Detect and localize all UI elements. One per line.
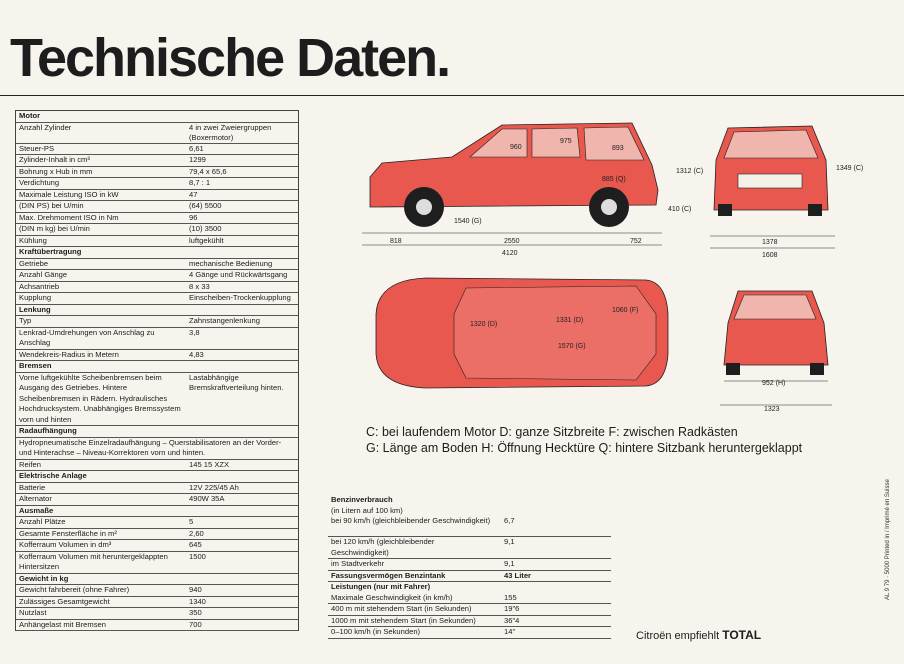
spec-row <box>328 616 611 628</box>
spec-label: 400 m mit stehendem Start (in Sekunden) <box>331 604 472 613</box>
dim-top3: 1060 (F) <box>612 307 639 314</box>
spec-value: 9,1 <box>504 559 515 568</box>
spec-label: Maximale Leistung ISO in kW <box>19 189 119 199</box>
spec-value: (64) 5500 <box>189 201 222 210</box>
spec-value: 36"4 <box>504 615 520 625</box>
spec-value: 96 <box>189 212 198 222</box>
spec-row <box>16 620 298 632</box>
spec-label: Hydropneumatische Einzelradaufhängung – Querstabilisatoren an der Vorder- und Hinterachse – Niveau-Korrektoren vorn und hinten. <box>19 437 282 457</box>
spec-label: Fassungsvermögen Benzintank <box>331 570 446 580</box>
dim-side-g: 1540 (G) <box>454 218 482 225</box>
spec-value: Einscheiben-Trockenkupplung <box>189 293 291 302</box>
spec-value: 1500 <box>189 551 206 561</box>
spec-value: 12V 225/45 Ah <box>189 482 239 492</box>
dim-s4: 885 (Q) <box>602 176 626 183</box>
spec-label: Ausmaße <box>19 505 54 515</box>
spec-label: Lenkrad-Umdrehungen von Anschlag zu Anschlag <box>19 327 155 347</box>
spec-label: Typ <box>19 316 32 325</box>
spec-value: 645 <box>189 540 202 549</box>
spec-label: Verdichtung <box>19 178 60 187</box>
dim-side-front: 818 <box>390 238 402 245</box>
spec-label: (in Litern auf 100 km) <box>331 505 403 515</box>
spec-value: 940 <box>189 585 202 594</box>
spec-value: 5 <box>189 517 194 526</box>
spec-label: 0–100 km/h (in Sekunden) <box>331 627 421 636</box>
spec-label: Wendekreis-Radius in Metern <box>19 349 119 359</box>
spec-row <box>16 438 298 460</box>
spec-row <box>16 373 298 427</box>
legend-line-1: C: bei laufendem Motor D: ganze Sitzbreite F: zwischen Radkästen <box>366 425 738 439</box>
section-heading <box>16 426 298 438</box>
spec-label: Kofferraum Volumen mit heruntergeklappten Hintersitzen <box>19 551 168 571</box>
car-rear-view <box>720 285 840 415</box>
recommendation-text: Citroën empfiehlt <box>636 630 720 642</box>
spec-row <box>16 178 298 190</box>
section-heading <box>16 247 298 259</box>
spec-label: 1000 m mit stehendem Start (in Sekunden) <box>331 615 476 625</box>
brand-total: TOTAL <box>722 628 762 642</box>
spec-label: Anzahl Gänge <box>19 270 68 279</box>
spec-label: Gewicht fahrbereit (ohne Fahrer) <box>19 585 130 594</box>
spec-row <box>16 190 298 202</box>
spec-label: Gesamte Fensterfläche in m² <box>19 528 117 538</box>
section-heading <box>16 305 298 317</box>
spec-row <box>328 627 611 639</box>
dim-s2: 975 <box>560 138 572 145</box>
print-code: AL 9 79 · 5000 Printed in / Imprimé en Suisse <box>885 479 891 600</box>
car-top-view <box>366 274 676 394</box>
spec-value: 6,7 <box>504 516 515 525</box>
spec-value: 1340 <box>189 596 206 606</box>
spec-row <box>16 201 298 213</box>
spec-row <box>16 144 298 156</box>
spec-label: Batterie <box>19 482 46 492</box>
spec-label: Lenkung <box>19 304 51 314</box>
spec-value: 4 Gänge und Rückwärtsgang <box>189 270 288 279</box>
dim-side-overall: 4120 <box>502 250 518 257</box>
spec-value: 4 in zwei Zweiergruppen (Boxermotor) <box>189 122 272 142</box>
page-title: Technische Daten. <box>10 28 450 88</box>
spec-label: (DIN PS) bei U/min <box>19 201 84 210</box>
spec-value: 3,8 <box>189 327 200 337</box>
spec-row <box>16 224 298 236</box>
dim-front-width: 1608 <box>762 252 778 259</box>
dim-top2: 1331 (D) <box>556 317 584 324</box>
spec-label: Kühlung <box>19 235 47 245</box>
spec-row <box>16 259 298 271</box>
spec-row <box>16 597 298 609</box>
spec-value: 145 15 XZX <box>189 459 230 469</box>
spec-value: 490W 35A <box>189 494 225 503</box>
spec-label: Zylinder-Inhalt in cm³ <box>19 155 90 164</box>
dim-s3: 893 <box>612 145 624 152</box>
spec-row <box>16 350 298 362</box>
spec-label: Vorne luftgekühlte Scheibenbremsen beim Ausgang des Getriebes. Hintere Scheibenbremsen in Rädern. Hydraulisches Hochdrucksystem. Unabhängiges Bremssystem vorn und hinten <box>19 372 181 424</box>
spec-value: 350 <box>189 608 202 617</box>
spec-row <box>328 559 611 571</box>
oil-recommendation <box>636 628 761 642</box>
spec-value: 155 <box>504 592 517 602</box>
spec-label: Motor <box>19 111 41 120</box>
section-heading <box>328 571 611 583</box>
spec-value: 79,4 x 65,6 <box>189 166 227 176</box>
spec-label: Alternator <box>19 494 52 503</box>
title-rule <box>0 95 904 96</box>
spec-row <box>16 236 298 248</box>
spec-row <box>16 483 298 495</box>
dim-front-track: 1378 <box>762 239 778 246</box>
spec-row <box>328 604 611 616</box>
spec-value: 14" <box>504 627 516 636</box>
spec-value: 6,61 <box>189 143 204 153</box>
dim-side-wheelbase: 2550 <box>504 238 520 245</box>
spec-value: Zahnstangenlenkung <box>189 316 260 325</box>
spec-value: 9,1 <box>504 537 515 546</box>
section-heading <box>328 495 611 506</box>
spec-label: Anhängelast mit Bremsen <box>19 619 106 629</box>
spec-label: Max. Drehmoment ISO in Nm <box>19 212 119 222</box>
car-side-view <box>362 115 704 265</box>
spec-row <box>16 494 298 506</box>
spec-label: Kofferraum Volumen in dm³ <box>19 540 112 549</box>
spec-value: (10) 3500 <box>189 224 222 233</box>
spec-label: Achsantrieb <box>19 281 60 291</box>
spec-value: 700 <box>189 619 202 629</box>
spec-label: Bremsen <box>19 361 52 370</box>
spec-row <box>16 540 298 552</box>
spec-value: mechanische Bedienung <box>189 258 273 268</box>
spec-row <box>16 293 298 305</box>
car-front-view <box>710 118 864 268</box>
dim-front-height: 1349 (C) <box>836 165 864 172</box>
spec-value: 19"6 <box>504 604 520 613</box>
spec-label: Reifen <box>19 459 41 469</box>
spec-row <box>16 213 298 225</box>
spec-label: Radaufhängung <box>19 426 77 435</box>
spec-row <box>16 282 298 294</box>
spec-label: Steuer-PS <box>19 143 55 153</box>
dim-top4: 1570 (G) <box>558 343 586 350</box>
spec-value: 43 Liter <box>504 570 532 580</box>
spec-row <box>16 123 298 144</box>
spec-label: Getriebe <box>19 258 49 268</box>
spec-row <box>16 552 298 574</box>
spec-label: bei 120 km/h (gleichbleibender Geschwindigkeit) <box>331 537 435 557</box>
dim-side-rear: 752 <box>630 238 642 245</box>
spec-table <box>15 110 299 631</box>
spec-row <box>16 167 298 179</box>
spec-row <box>16 608 298 620</box>
spec-label: Anzahl Plätze <box>19 517 66 526</box>
spec-label: Maximale Geschwindigkeit (in km/h) <box>331 592 453 602</box>
section-heading <box>16 361 298 373</box>
spec-label: Kraftübertragung <box>19 247 82 256</box>
dim-rear-track: 1323 <box>764 406 780 413</box>
spec-row <box>16 585 298 597</box>
dim-side-ground: 410 (C) <box>668 206 692 213</box>
spec-label: Anzahl Zylinder <box>19 122 72 132</box>
spec-label: im Stadtverkehr <box>331 559 385 568</box>
spec-label: bei 90 km/h (gleichbleibender Geschwindigkeit) <box>331 516 491 525</box>
spec-label: Leistungen (nur mit Fahrer) <box>331 582 431 591</box>
dim-s1: 960 <box>510 144 522 151</box>
section-heading <box>16 111 298 123</box>
spec-row <box>16 529 298 541</box>
spec-value: 8 x 33 <box>189 281 210 291</box>
spec-value: 8,7 : 1 <box>189 178 211 187</box>
spec-label: Nutzlast <box>19 608 47 617</box>
consumption-table <box>328 495 611 639</box>
spec-value: 2,60 <box>189 528 204 538</box>
spec-row <box>16 517 298 529</box>
spec-label: (DIN m kg) bei U/min <box>19 224 90 233</box>
spec-label: Gewicht in kg <box>19 573 69 583</box>
section-heading <box>16 574 298 586</box>
dim-rear-open: 952 (H) <box>762 380 786 387</box>
spec-row <box>16 155 298 167</box>
spec-row <box>328 537 611 559</box>
spec-row <box>328 516 611 537</box>
spec-row <box>16 316 298 328</box>
spec-value: 47 <box>189 189 198 199</box>
spec-value: luftgekühlt <box>189 235 224 245</box>
spec-row <box>16 460 298 472</box>
dim-top1: 1320 (D) <box>470 321 498 328</box>
spec-value: 4,83 <box>189 349 204 359</box>
spec-label: Kupplung <box>19 293 52 302</box>
section-heading <box>16 471 298 483</box>
section-heading <box>328 582 611 593</box>
spec-label: Zulässiges Gesamtgewicht <box>19 596 110 606</box>
spec-label: Bohrung x Hub in mm <box>19 166 93 176</box>
legend-line-2: G: Länge am Boden H: Öffnung Hecktüre Q: hintere Sitzbank heruntergeklappt <box>366 441 803 455</box>
spec-row <box>16 328 298 350</box>
spec-value: 1299 <box>189 155 206 164</box>
dim-side-height: 1312 (C) <box>676 168 704 175</box>
spec-row <box>16 270 298 282</box>
spec-value: Lastabhängige Bremskraftverteilung hinten. <box>189 372 284 392</box>
section-heading <box>16 506 298 518</box>
spec-label: Elektrische Anlage <box>19 471 87 480</box>
spec-label: Benzinverbrauch <box>331 495 393 504</box>
spec-row <box>328 506 611 517</box>
spec-row <box>328 593 611 605</box>
